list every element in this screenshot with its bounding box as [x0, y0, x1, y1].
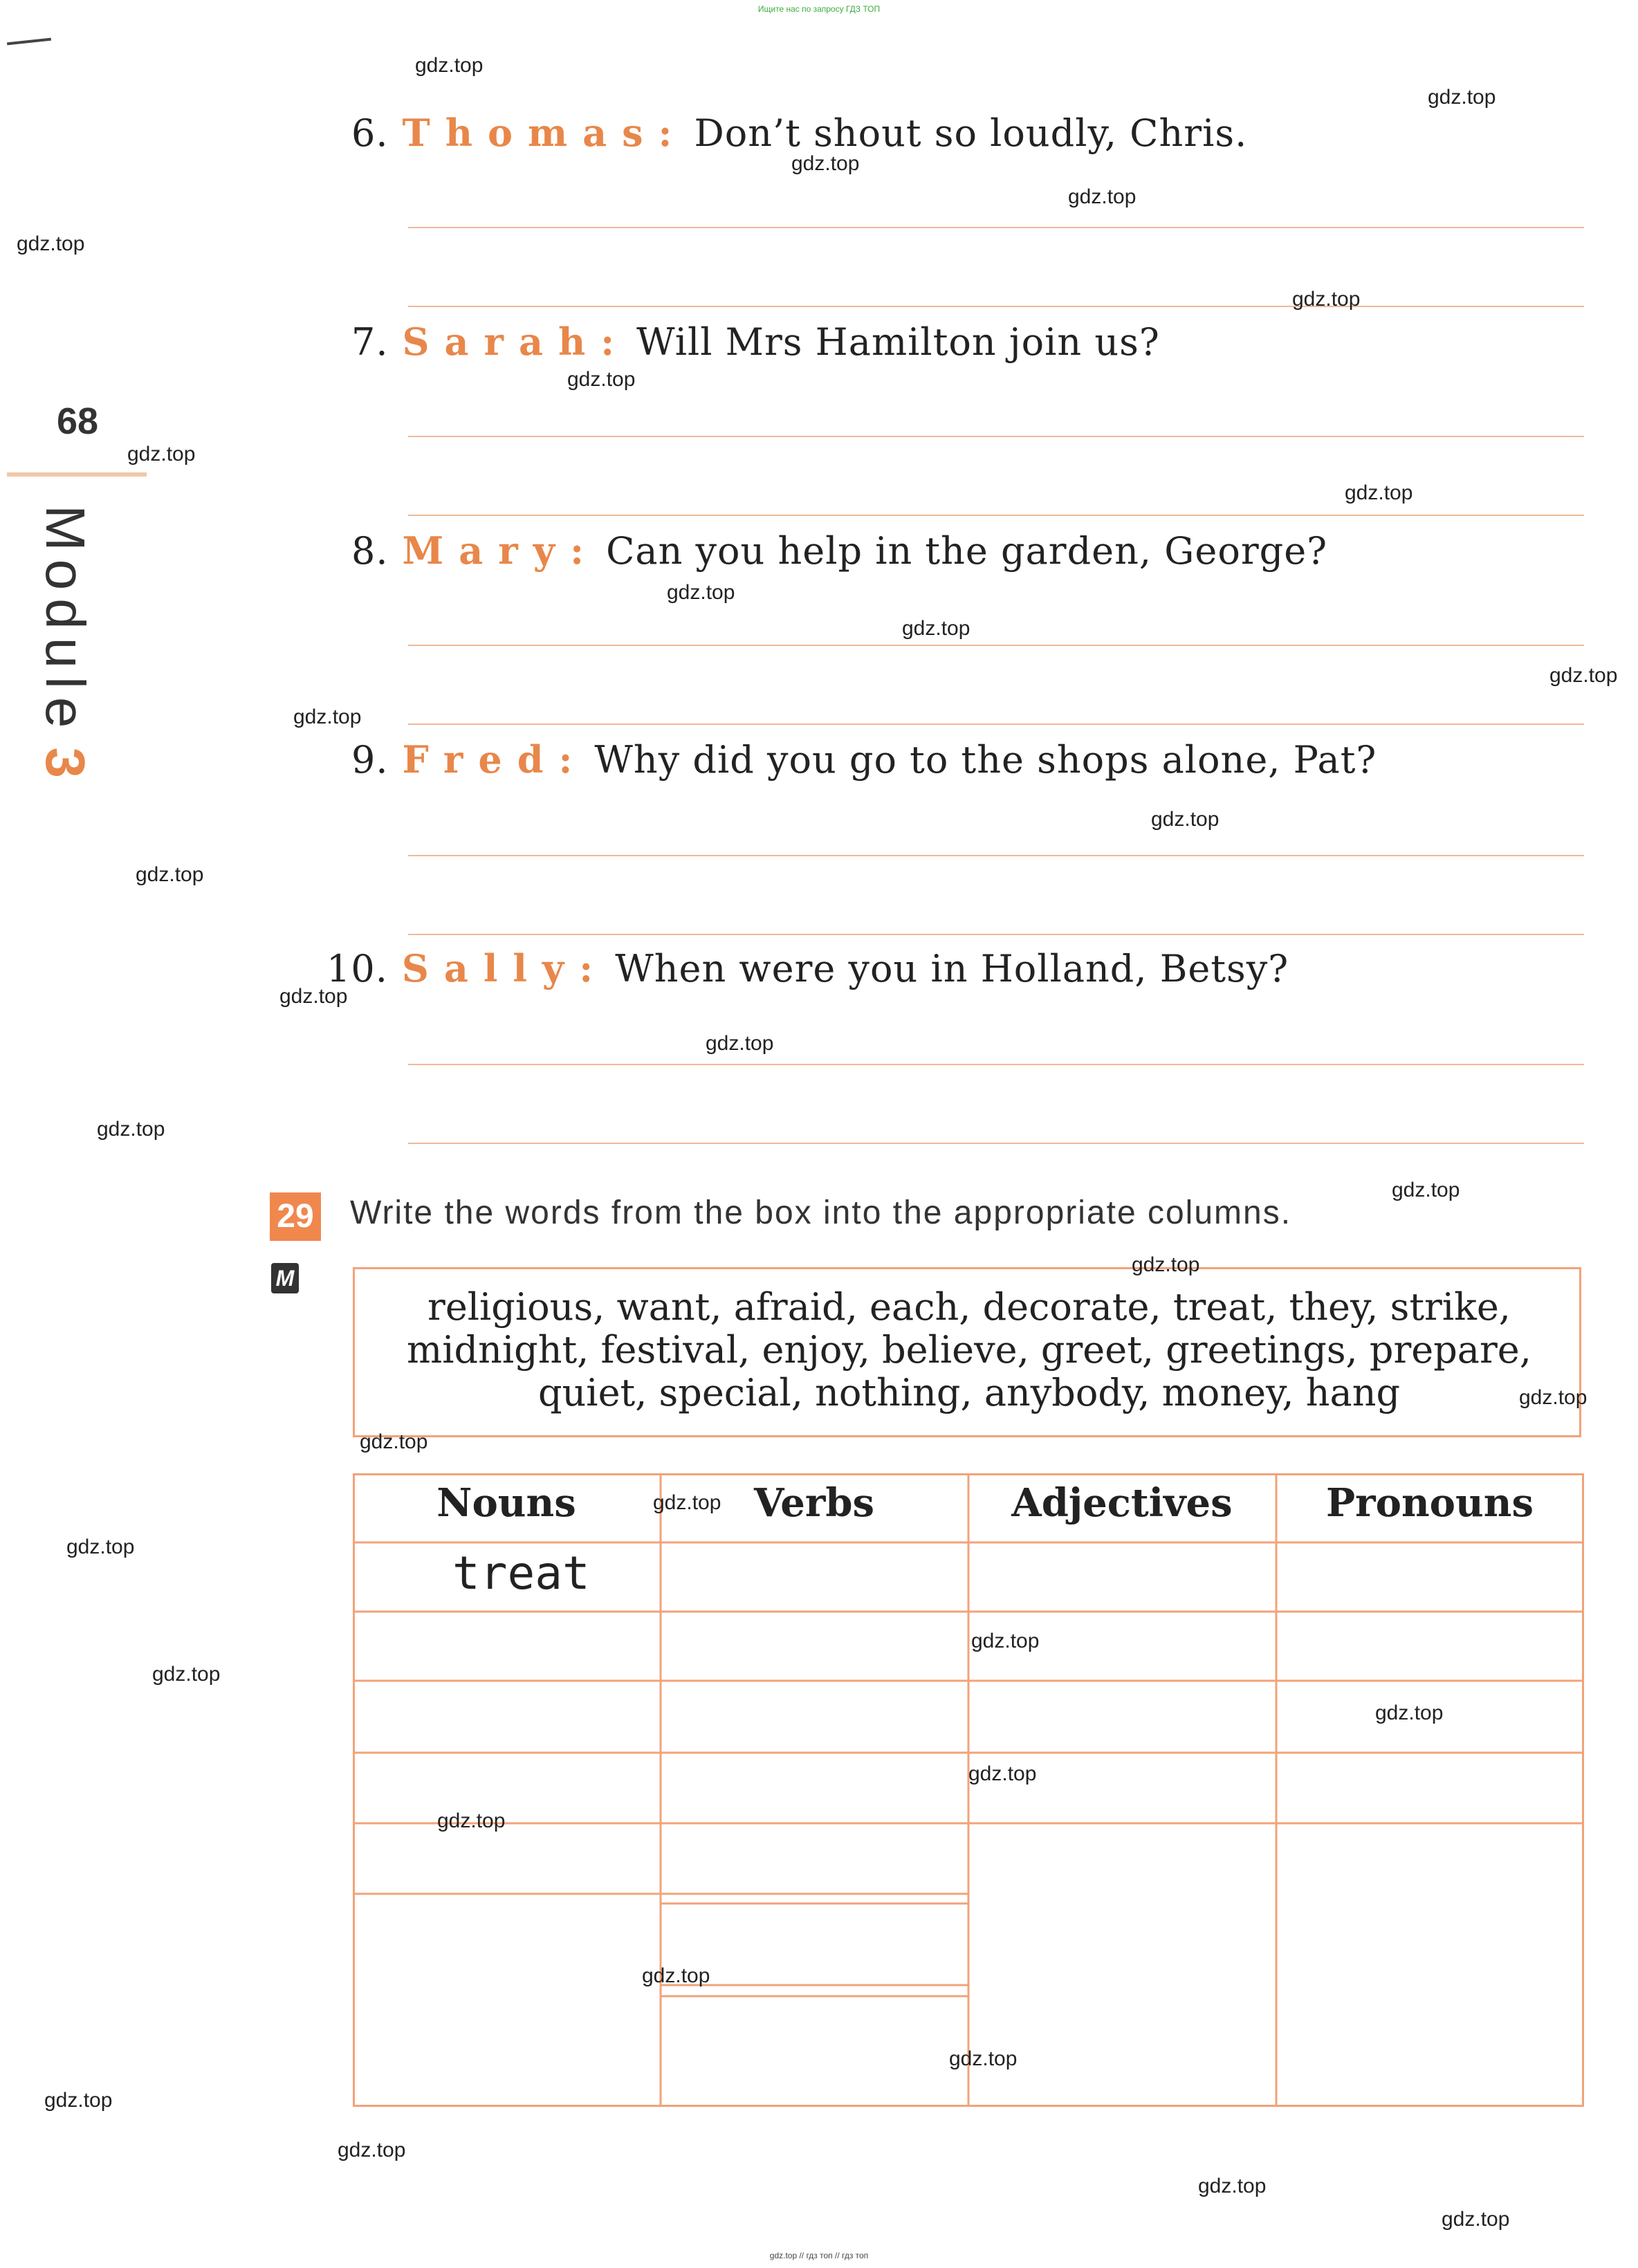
- page-number-rule: [7, 472, 147, 477]
- answer-line[interactable]: [408, 934, 1584, 935]
- dialogue-item-8: [351, 528, 1327, 573]
- dialogue-item-9: [351, 737, 1377, 782]
- answer-line[interactable]: [408, 855, 1584, 856]
- dialogue-item-6: [351, 111, 1247, 155]
- page-number: 68: [57, 400, 99, 442]
- dialogue-item-7: [351, 320, 1160, 364]
- watermark: gdz.top: [791, 152, 860, 175]
- item-text: When were you in Holland, Betsy?: [615, 947, 1289, 990]
- watermark: gdz.top: [360, 1430, 428, 1453]
- answer-line[interactable]: [408, 306, 1584, 307]
- word-box-line: religious, want, afraid, each, decorate, treat, they, strike,: [427, 1285, 1511, 1329]
- watermark: gdz.top: [1198, 2175, 1267, 2197]
- watermark: gdz.top: [706, 1032, 774, 1055]
- word-box-line: quiet, special, nothing, anybody, money, hang: [537, 1371, 1401, 1414]
- column-header-verbs: Verbs: [753, 1480, 875, 1526]
- dialogue-item-10: [326, 946, 1289, 990]
- speaker-name: Sarah:: [402, 320, 630, 364]
- column-header-nouns: Nouns: [436, 1480, 576, 1526]
- watermark: gdz.top: [97, 1118, 165, 1141]
- watermark: gdz.top: [152, 1663, 221, 1686]
- column-header-pronouns: Pronouns: [1326, 1480, 1534, 1526]
- watermark: gdz.top: [902, 617, 970, 640]
- speaker-name: Thomas:: [402, 111, 688, 155]
- answer-line[interactable]: [408, 515, 1584, 516]
- bottom-banner: gdz.top // гдз топ // гдз топ: [769, 2251, 869, 2260]
- watermark: gdz.top: [667, 581, 735, 604]
- watermark: gdz.top: [567, 368, 636, 391]
- watermark: gdz.top: [968, 1762, 1037, 1785]
- speaker-name: Fred:: [402, 737, 588, 782]
- watermark: gdz.top: [971, 1630, 1040, 1652]
- word-box: [353, 1267, 1581, 1437]
- answer-line[interactable]: [408, 645, 1584, 646]
- watermark: gdz.top: [127, 443, 196, 465]
- watermark: gdz.top: [653, 1491, 721, 1514]
- watermark: gdz.top: [44, 2089, 113, 2112]
- word-box-line: midnight, festival, enjoy, believe, greet, greetings, prepare,: [407, 1328, 1531, 1372]
- watermark: gdz.top: [1132, 1253, 1200, 1276]
- top-banner: Ищите нас по запросу ГДЗ ТОП: [757, 4, 881, 14]
- corner-mark: [7, 38, 51, 46]
- watermark: gdz.top: [1151, 808, 1220, 831]
- watermark: gdz.top: [1442, 2208, 1510, 2231]
- speaker-name: Mary:: [402, 528, 600, 573]
- watermark: gdz.top: [279, 985, 348, 1008]
- watermark: gdz.top: [415, 54, 484, 77]
- watermark: gdz.top: [437, 1809, 506, 1832]
- answer-line[interactable]: [408, 1064, 1584, 1065]
- speaker-name: Sally:: [401, 946, 609, 990]
- item-number: 6.: [351, 111, 389, 155]
- item-number: 7.: [351, 320, 389, 364]
- column-header-adjectives: Adjectives: [1011, 1480, 1233, 1526]
- exercise-number-badge: 29: [270, 1192, 321, 1241]
- watermark: gdz.top: [1392, 1179, 1460, 1201]
- watermark: gdz.top: [17, 232, 85, 255]
- watermark: gdz.top: [338, 2139, 406, 2161]
- exercise-instruction: Write the words from the box into the appropriate columns.: [350, 1195, 1292, 1231]
- answer-line[interactable]: [408, 227, 1584, 228]
- item-text: Can you help in the garden, George?: [606, 529, 1328, 573]
- watermark: gdz.top: [1292, 288, 1361, 311]
- watermark: gdz.top: [1068, 185, 1137, 208]
- module-side-label: [33, 505, 97, 786]
- watermark: gdz.top: [1519, 1386, 1588, 1409]
- item-number: 8.: [351, 529, 389, 573]
- watermark: gdz.top: [642, 1964, 710, 1987]
- answer-line[interactable]: [408, 1143, 1584, 1144]
- handwritten-example: treat: [452, 1547, 590, 1600]
- watermark: gdz.top: [1428, 86, 1496, 109]
- answer-line[interactable]: [408, 436, 1584, 437]
- watermark: gdz.top: [949, 2047, 1018, 2070]
- watermark: gdz.top: [1345, 481, 1413, 504]
- watermark: gdz.top: [1375, 1702, 1444, 1724]
- m-icon: M: [271, 1263, 299, 1293]
- answer-line[interactable]: [408, 723, 1584, 725]
- watermark: gdz.top: [293, 706, 362, 728]
- item-number: 10.: [326, 947, 388, 990]
- watermark: gdz.top: [136, 863, 204, 886]
- item-text: Don’t shout so loudly, Chris.: [694, 111, 1248, 155]
- module-number: 3: [35, 747, 96, 786]
- item-text: Why did you go to the shops alone, Pat?: [594, 738, 1377, 782]
- item-text: Will Mrs Hamilton join us?: [636, 320, 1160, 364]
- watermark: gdz.top: [1549, 664, 1618, 687]
- item-number: 9.: [351, 738, 389, 782]
- module-label: Module: [35, 505, 96, 737]
- watermark: gdz.top: [66, 1536, 135, 1558]
